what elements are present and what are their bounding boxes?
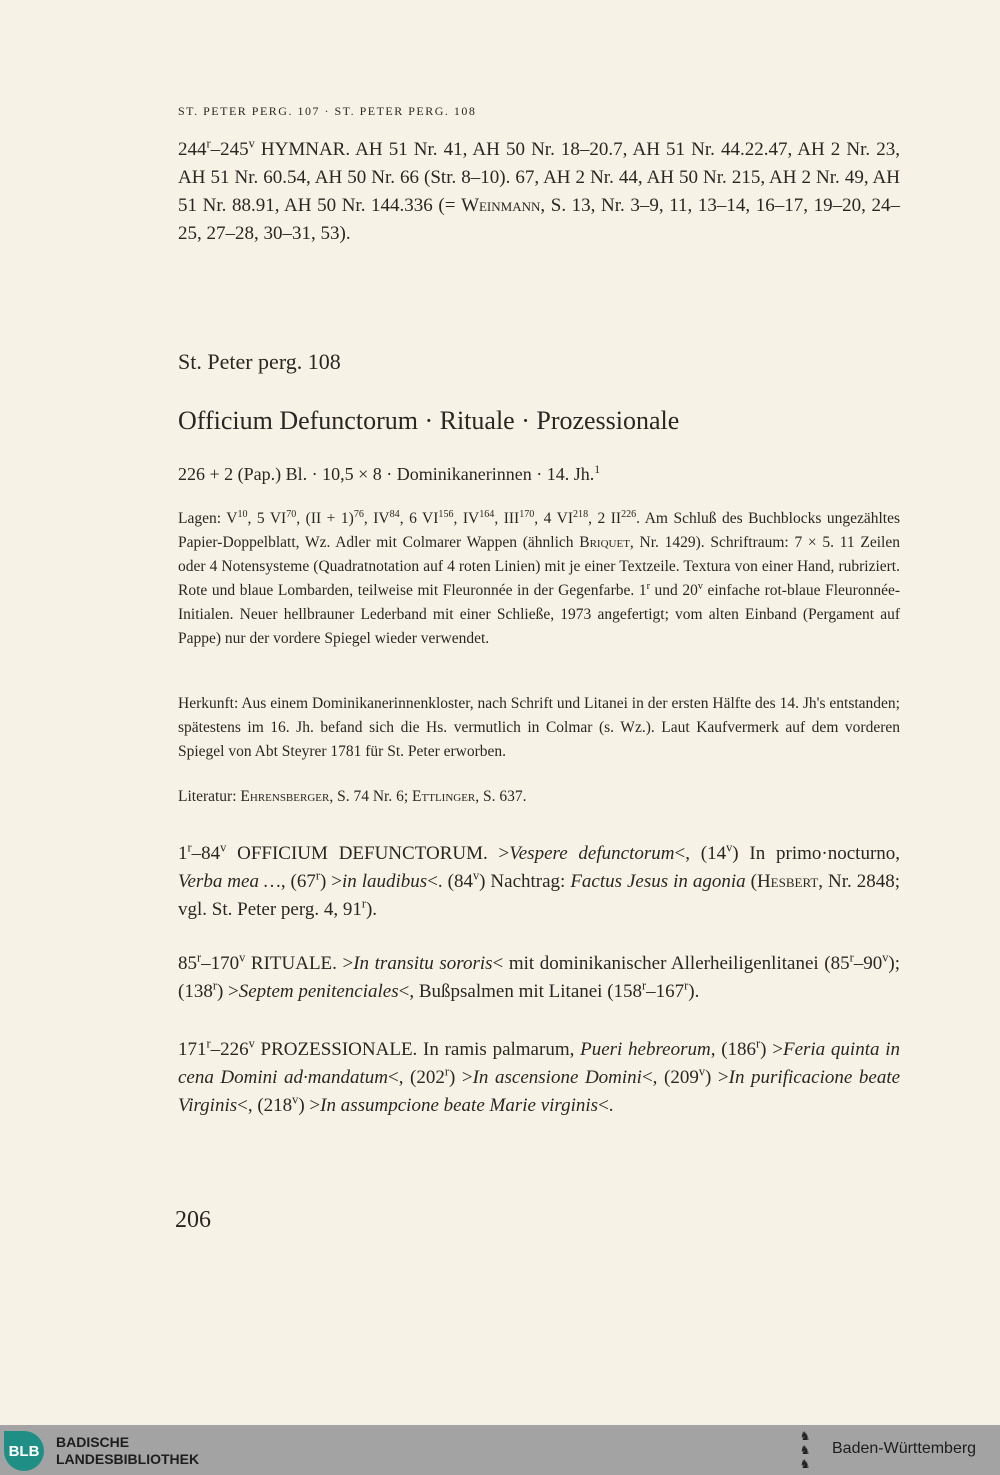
text-segment: 171: [178, 1039, 207, 1060]
text-segment: Briquet: [579, 534, 630, 551]
text-segment: Vespere defunctorum: [509, 843, 675, 864]
text-segment: < mit dominikanischer Allerheiligenlitanei (85: [492, 953, 850, 974]
text-segment: HYMNAR. AH 51 Nr. 41, AH 50 Nr. 18–20.7, AH 51 Nr. 44.22.47, AH 2 Nr. 23, AH 51 Nr. 60.54, AH 50 Nr. 66 (Str. 8–10). 67, AH 2 Nr. 44, AH 50 Nr. 215, AH 2 Nr. 49, AH 51 Nr. 88.91, AH 50 Nr. 144.336 (=: [178, 139, 900, 216]
text-segment: 170: [519, 508, 535, 520]
text-segment: r: [849, 950, 854, 965]
text-segment: 84: [389, 508, 400, 520]
text-segment: ) >: [319, 871, 342, 892]
running-head: ST. PETER PERG. 107 · ST. PETER PERG. 108: [178, 104, 477, 118]
text-segment: , S. 637.: [475, 788, 527, 805]
text-segment: 1: [594, 463, 601, 476]
text-segment: Lagen: V: [178, 510, 238, 527]
text-segment: r: [361, 896, 366, 911]
text-segment: <, Bußpsalmen mit Litanei (158: [398, 981, 643, 1002]
text-segment: Weinmann: [461, 195, 541, 216]
manuscript-meta: [178, 464, 900, 485]
text-segment: <, (218: [237, 1095, 293, 1116]
state-name[interactable]: Baden-Württemberg: [832, 1440, 977, 1457]
text-segment: r: [756, 1036, 761, 1051]
text-segment: , (186: [710, 1039, 757, 1060]
text-segment: ) >: [298, 1095, 321, 1116]
text-segment: r: [206, 136, 211, 151]
text-segment: Ehrensberger: [240, 788, 330, 805]
text-segment: ) In primo·nocturno,: [732, 843, 901, 864]
text-segment: –170: [201, 953, 240, 974]
text-segment: ).: [688, 981, 700, 1002]
text-segment: 244: [178, 139, 207, 160]
text-segment: 10: [237, 508, 248, 520]
herkunft-paragraph: [178, 692, 900, 764]
page-number: 206: [175, 1207, 211, 1233]
text-segment: v: [472, 868, 480, 883]
text-segment: r: [315, 868, 320, 883]
text-segment: In transitu sororis: [353, 953, 493, 974]
blb-logo[interactable]: BLB: [4, 1431, 44, 1471]
text-segment: Pueri hebreorum: [580, 1039, 711, 1060]
text-segment: 218: [573, 508, 589, 520]
text-segment: In ascensione Domini: [472, 1067, 642, 1088]
text-segment: , S. 74 Nr. 6;: [329, 788, 413, 805]
text-segment: Septem penitenciales: [238, 981, 399, 1002]
text-segment: ) >: [216, 981, 239, 1002]
text-segment: v: [248, 1036, 255, 1051]
text-segment: 85: [178, 953, 197, 974]
text-segment: ); (138: [178, 953, 900, 1002]
text-segment: ).: [365, 899, 378, 920]
text-segment: OFFICIUM DEFUNCTORUM. >: [226, 843, 510, 864]
text-segment: ) Nachtrag:: [479, 871, 571, 892]
text-segment: , (II + 1): [296, 510, 354, 527]
text-segment: <, (14: [674, 843, 727, 864]
text-segment: r: [444, 1064, 449, 1079]
text-segment: –167: [646, 981, 685, 1002]
text-segment: Verba mea …: [178, 871, 281, 892]
footer-bar: [0, 1425, 1000, 1475]
text-segment: , 2 II: [588, 510, 622, 527]
text-segment: <. (84: [427, 871, 473, 892]
text-segment: r: [206, 1036, 211, 1051]
text-segment: Feria quinta in cena Domini ad·mandatum: [178, 1039, 901, 1088]
text-segment: 156: [438, 508, 454, 520]
text-segment: , 4 VI: [534, 510, 574, 527]
text-segment: r: [646, 580, 650, 592]
text-segment: r: [212, 978, 217, 993]
text-segment: 226: [621, 508, 637, 520]
text-segment: 76: [353, 508, 364, 520]
text-segment: Literatur:: [178, 788, 241, 805]
text-segment: , 5 VI: [247, 510, 287, 527]
lagen-paragraph: [178, 507, 900, 651]
library-name[interactable]: [56, 1434, 199, 1468]
text-segment: v: [698, 1064, 705, 1079]
text-segment: Herkunft: Aus einem Dominikanerinnenkloster, nach Schrift und Litanei in der ersten Hälfte des 14. Jh's entstanden; spätestens im 16. Jh. befand sich die Hs. vermutlich in Colmar (s. Wz.). Laut Kaufvermerk auf dem vorderen Spiegel von Abt Steyrer 1781 für St. Peter erworben.: [178, 695, 900, 760]
text-segment: , (67: [280, 871, 316, 892]
text-segment: v: [726, 840, 733, 855]
text-segment: 70: [286, 508, 297, 520]
text-segment: und 20: [649, 582, 698, 599]
text-segment: , 6 VI: [399, 510, 439, 527]
text-segment: v: [697, 580, 703, 592]
text-segment: Hesbert: [756, 871, 819, 892]
text-segment: r: [642, 978, 647, 993]
text-segment: –245: [210, 139, 249, 160]
text-segment: v: [292, 1092, 299, 1107]
text-segment: –90: [853, 953, 883, 974]
text-segment: In assumpcione beate Marie virginis: [320, 1095, 599, 1116]
text-segment: v: [239, 950, 246, 965]
text-segment: r: [187, 840, 192, 855]
text-segment: Ettlinger: [412, 788, 476, 805]
text-segment: , S. 13, Nr. 3–9, 11, 13–14, 16–17, 19–20, 24–25, 27–28, 30–31, 53).: [178, 195, 900, 244]
text-segment: r: [197, 950, 202, 965]
text-segment: 1: [178, 843, 188, 864]
section-officium: [178, 840, 900, 924]
text-segment: , III: [494, 510, 520, 527]
hymnar-entry: [178, 136, 900, 248]
text-segment: <.: [598, 1095, 614, 1116]
text-segment: ) >: [448, 1067, 473, 1088]
text-segment: ) >: [705, 1067, 729, 1088]
text-segment: , IV: [363, 510, 390, 527]
text-segment: (: [745, 871, 757, 892]
manuscript-title: Officium Defunctorum · Rituale · Prozessionale: [178, 406, 680, 435]
text-segment: 164: [479, 508, 495, 520]
text-segment: einfache rot-blaue Fleuronnée-Initialen. Neuer hellbrauner Lederband mit einer Schließe, 1973 angefertigt; vom alten Einband (Pergament auf Pappe) nur der vordere Spiegel wieder verwendet.: [178, 582, 901, 647]
section-prozessionale: [178, 1036, 900, 1120]
text-segment: <, (209: [641, 1067, 699, 1088]
text-segment: v: [248, 136, 255, 151]
text-segment: , Nr. 2848; vgl. St. Peter perg. 4, 91: [178, 871, 900, 920]
text-segment: , Nr. 1429). Schriftraum: 7 × 5. 11 Zeilen oder 4 Notensysteme (Quadratnotation auf 4 roten Linien) mit je einer Textzeile. Textura von einer Hand, rubriziert. Rote und blaue Lombarden, teilweise mit Fleuronnée in der Gegenfarbe. 1: [178, 534, 900, 599]
text-segment: in laudibus: [342, 871, 428, 892]
text-segment: ) >: [760, 1039, 783, 1060]
section-rituale: [178, 950, 900, 1006]
text-segment: –84: [191, 843, 221, 864]
text-segment: PROZESSIONALE. In ramis palmarum,: [254, 1039, 581, 1060]
text-segment: v: [220, 840, 227, 855]
text-segment: r: [684, 978, 689, 993]
library-name-line1: BADISCHE: [56, 1434, 130, 1450]
text-segment: <, (202: [387, 1067, 445, 1088]
text-segment: In purificacione beate Virginis: [178, 1067, 901, 1116]
state-lions-icon: ♞ ♞ ♞: [799, 1429, 811, 1471]
text-segment: Factus Jesus in agonia: [570, 871, 746, 892]
text-segment: . Am Schluß des Buchblocks ungezähltes Papier-Doppelblatt, Wz. Adler mit Colmarer Wappen (ähnlich: [178, 510, 901, 551]
text-segment: RITUALE. >: [245, 953, 354, 974]
text-segment: v: [882, 950, 889, 965]
text-segment: , IV: [453, 510, 480, 527]
literatur-paragraph: [178, 785, 900, 809]
shelfmark-heading: St. Peter perg. 108: [178, 349, 341, 374]
text-segment: 226 + 2 (Pap.) Bl. · 10,5 × 8 · Dominikanerinnen · 14. Jh.: [178, 464, 595, 484]
library-name-line2: LANDESBIBLIOTHEK: [56, 1451, 200, 1467]
text-segment: –226: [210, 1039, 249, 1060]
